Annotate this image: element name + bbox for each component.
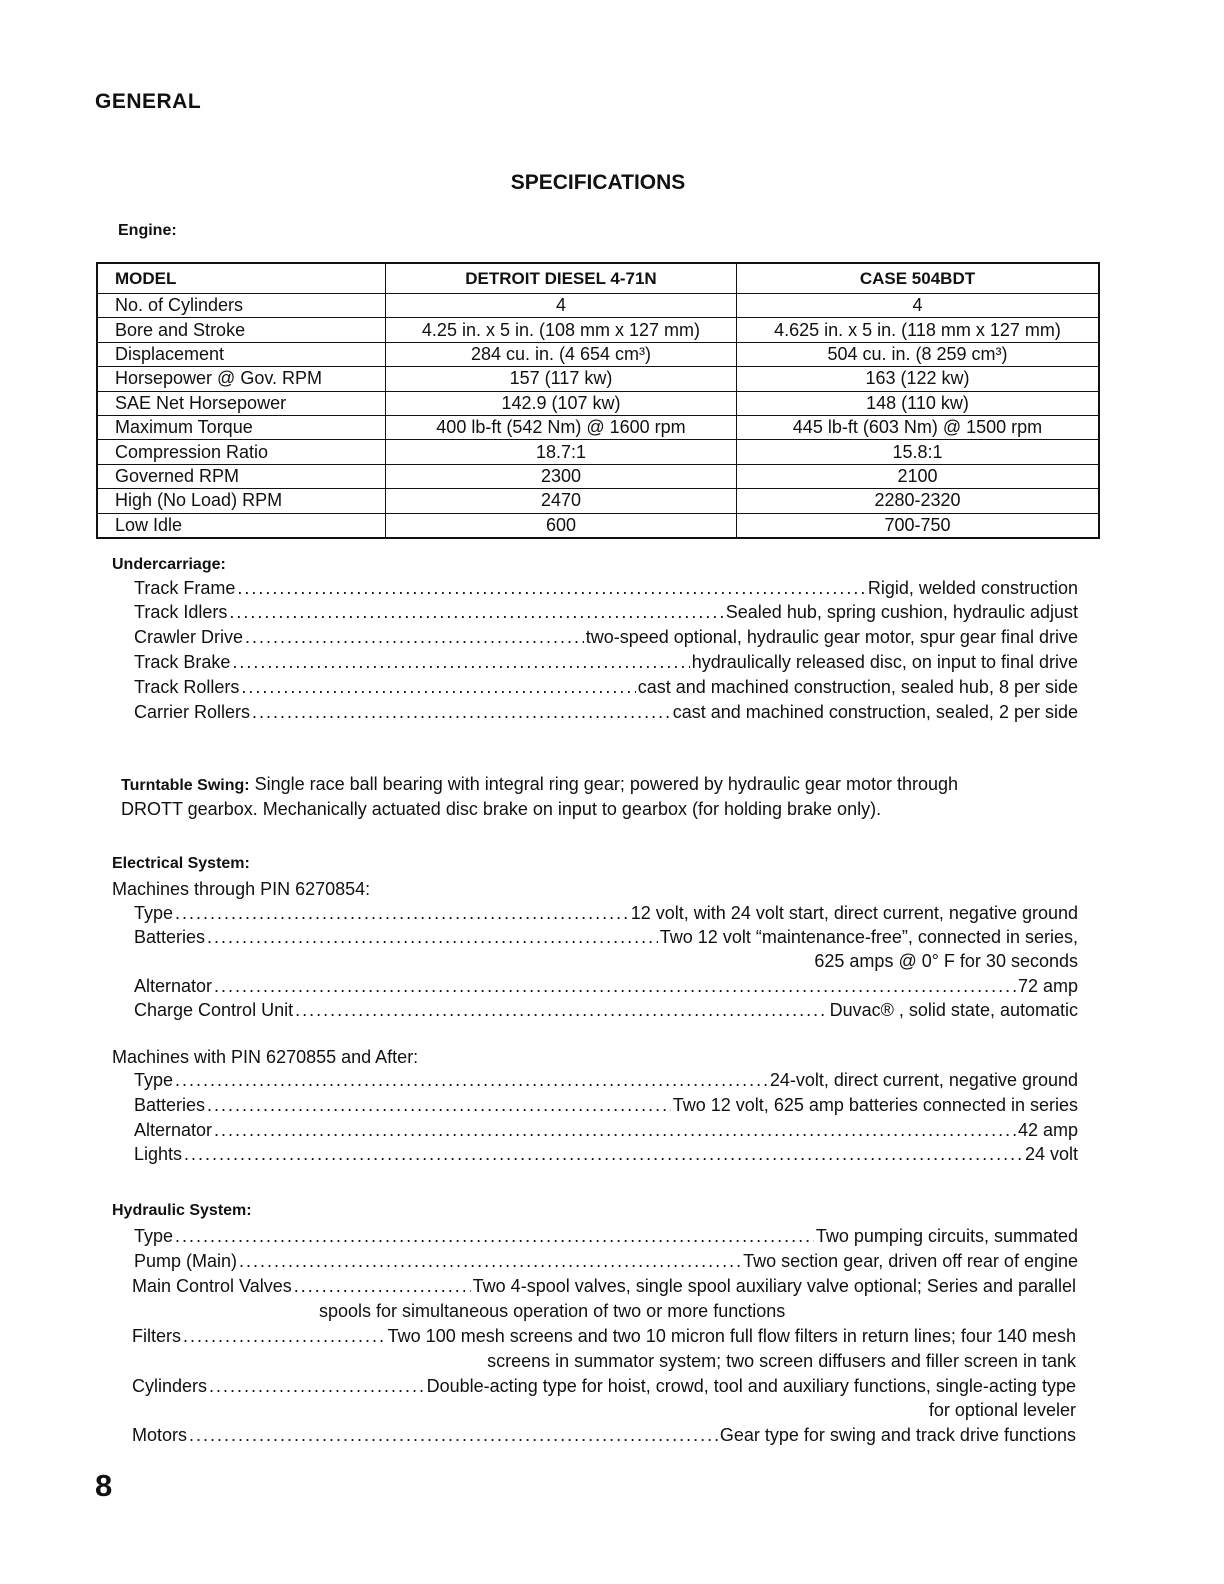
table-row — [97, 440, 1099, 464]
turntable-heading: Turntable Swing: — [121, 777, 250, 794]
electrical-spec-row — [134, 998, 1078, 1022]
spec-term: Main Control Valves — [132, 1276, 292, 1296]
hydraulic-spec-row — [132, 1274, 1076, 1298]
spec-term: Cylinders — [132, 1376, 208, 1396]
undercarriage-spec-row — [134, 576, 1078, 600]
table-row — [97, 489, 1099, 513]
table-row — [97, 367, 1099, 391]
spec-term: Track Rollers — [134, 677, 240, 697]
spec-name: Displacement — [97, 342, 386, 366]
engine-heading: Engine: — [118, 222, 177, 239]
spec-name: Low Idle — [97, 513, 386, 538]
detroit-value: 142.9 (107 kw) — [386, 391, 737, 415]
electrical-group-heading: Machines with PIN 6270855 and After: — [112, 1047, 419, 1067]
spec-value: Sealed hub, spring cushion, hydraulic adjust — [725, 602, 1078, 622]
detroit-value: 157 (117 kw) — [386, 367, 737, 391]
detroit-value: 4 — [386, 294, 737, 318]
spec-name: Governed RPM — [97, 464, 386, 488]
spec-value-continuation: 625 amps @ 0° F for 30 seconds — [814, 951, 1078, 971]
spec-value: Gear type for swing and track drive functions — [719, 1425, 1076, 1445]
case-value: 445 lb-ft (603 Nm) @ 1500 rpm — [736, 415, 1099, 439]
column-header-case: CASE 504BDT — [736, 263, 1099, 294]
dot-leader — [175, 1224, 814, 1248]
detroit-value: 2300 — [386, 464, 737, 488]
spec-value: 72 amp — [1017, 976, 1078, 996]
case-value: 4.625 in. x 5 in. (118 mm x 127 mm) — [736, 318, 1099, 342]
spec-value: 42 amp — [1017, 1120, 1078, 1140]
spec-term: Batteries — [134, 927, 206, 947]
hydraulic-spec-row — [134, 1249, 1078, 1273]
dot-leader — [295, 998, 828, 1022]
engine-spec-table — [96, 262, 1100, 539]
spec-value: cast and machined construction, sealed hub, 8 per side — [637, 677, 1078, 697]
undercarriage-spec-row — [134, 600, 1078, 624]
detroit-value: 400 lb-ft (542 Nm) @ 1600 rpm — [386, 415, 737, 439]
page-title: SPECIFICATIONS — [510, 171, 686, 194]
dot-leader — [245, 625, 584, 649]
spec-value: Duvac® , solid state, automatic — [829, 1000, 1078, 1020]
hydraulic-spec-row — [132, 1423, 1076, 1447]
spec-term: Filters — [132, 1326, 181, 1346]
dot-leader — [237, 576, 866, 600]
table-row — [97, 513, 1099, 538]
spec-value: Rigid, welded construction — [867, 578, 1078, 598]
dot-leader — [189, 1423, 718, 1447]
spec-term: Alternator — [134, 976, 213, 996]
dot-leader — [229, 600, 723, 624]
spec-term: Alternator — [134, 1120, 213, 1140]
spec-value-continuation: screens in summator system; two screen diffusers and filler screen in tank — [487, 1351, 1076, 1371]
spec-value: Double-acting type for hoist, crowd, tool and auxiliary functions, single-acting type — [426, 1376, 1076, 1396]
spec-term: Type — [134, 1070, 174, 1090]
detroit-value: 4.25 in. x 5 in. (108 mm x 127 mm) — [386, 318, 737, 342]
dot-leader — [184, 1142, 1023, 1166]
spec-value: Two 12 volt “maintenance-free”, connected in series, — [659, 927, 1078, 947]
undercarriage-spec-row — [134, 625, 1078, 649]
dot-leader — [183, 1324, 386, 1348]
spec-value: 24-volt, direct current, negative ground — [769, 1070, 1078, 1090]
spec-value: hydraulically released disc, on input to final drive — [691, 652, 1078, 672]
table-header-row — [97, 263, 1099, 294]
electrical-spec-row — [134, 974, 1078, 998]
spec-term: Track Idlers — [134, 602, 228, 622]
turntable-text: Single race ball bearing with integral ring gear; powered by hydraulic gear motor through — [254, 774, 959, 794]
dot-leader — [241, 675, 635, 699]
detroit-value: 18.7:1 — [386, 440, 737, 464]
spec-name: Maximum Torque — [97, 415, 386, 439]
dot-leader — [175, 901, 629, 925]
spec-value: Two 4-spool valves, single spool auxiliary valve optional; Series and parallel — [472, 1276, 1076, 1296]
table-row — [97, 464, 1099, 488]
spec-value: cast and machined construction, sealed, 2 per side — [672, 702, 1078, 722]
case-value: 148 (110 kw) — [736, 391, 1099, 415]
electrical-group-heading: Machines through PIN 6270854: — [112, 879, 371, 899]
hydraulic-heading: Hydraulic System: — [112, 1202, 252, 1219]
spec-value-continuation: spools for simultaneous operation of two or more functions — [319, 1301, 786, 1321]
section-label: GENERAL — [95, 90, 202, 113]
column-header-model: MODEL — [97, 263, 386, 294]
table-row — [97, 391, 1099, 415]
spec-term: Type — [134, 1226, 174, 1246]
hydraulic-spec-row — [132, 1324, 1076, 1348]
electrical-spec-row — [134, 1142, 1078, 1166]
detroit-value: 600 — [386, 513, 737, 538]
spec-value: 12 volt, with 24 volt start, direct current, negative ground — [630, 903, 1078, 923]
case-value: 700-750 — [736, 513, 1099, 538]
page-number: 8 — [95, 1468, 113, 1503]
spec-term: Carrier Rollers — [134, 702, 251, 722]
spec-term: Motors — [132, 1425, 188, 1445]
dot-leader — [294, 1274, 471, 1298]
spec-term: Type — [134, 903, 174, 923]
undercarriage-spec-row — [134, 700, 1078, 724]
electrical-spec-row — [134, 901, 1078, 925]
turntable-paragraph-line: DROTT gearbox. Mechanically actuated disc brake on input to gearbox (for holding brake only). — [121, 799, 882, 819]
table-row — [97, 294, 1099, 318]
detroit-value: 284 cu. in. (4 654 cm³) — [386, 342, 737, 366]
dot-leader — [232, 650, 689, 674]
spec-name: No. of Cylinders — [97, 294, 386, 318]
dot-leader — [252, 700, 671, 724]
dot-leader — [207, 1093, 671, 1117]
dot-leader — [175, 1068, 768, 1092]
electrical-spec-row — [134, 1068, 1078, 1092]
spec-value: Two pumping circuits, summated — [815, 1226, 1078, 1246]
undercarriage-spec-row — [134, 675, 1078, 699]
electrical-heading: Electrical System: — [112, 855, 250, 872]
case-value: 504 cu. in. (8 259 cm³) — [736, 342, 1099, 366]
dot-leader — [214, 1118, 1016, 1142]
spec-value: Two section gear, driven off rear of engine — [743, 1251, 1078, 1271]
spec-value: Two 100 mesh screens and two 10 micron full flow filters in return lines; four 140 mesh — [387, 1326, 1076, 1346]
case-value: 15.8:1 — [736, 440, 1099, 464]
spec-term: Crawler Drive — [134, 627, 244, 647]
spec-value: 24 volt — [1024, 1144, 1078, 1164]
spec-name: High (No Load) RPM — [97, 489, 386, 513]
table-row — [97, 342, 1099, 366]
case-value: 2100 — [736, 464, 1099, 488]
turntable-paragraph-line — [121, 772, 958, 798]
spec-value: two-speed optional, hydraulic gear motor, spur gear final drive — [585, 627, 1078, 647]
dot-leader — [209, 1374, 425, 1398]
case-value: 4 — [736, 294, 1099, 318]
spec-term: Batteries — [134, 1095, 206, 1115]
case-value: 2280-2320 — [736, 489, 1099, 513]
case-value: 163 (122 kw) — [736, 367, 1099, 391]
electrical-spec-row — [134, 925, 1078, 949]
spec-name: Compression Ratio — [97, 440, 386, 464]
column-header-detroit: DETROIT DIESEL 4-71N — [386, 263, 737, 294]
spec-value: Two 12 volt, 625 amp batteries connected in series — [672, 1095, 1078, 1115]
electrical-spec-row — [134, 1118, 1078, 1142]
detroit-value: 2470 — [386, 489, 737, 513]
undercarriage-heading: Undercarriage: — [112, 556, 226, 573]
undercarriage-spec-row — [134, 650, 1078, 674]
spec-term: Lights — [134, 1144, 183, 1164]
table-row — [97, 318, 1099, 342]
spec-name: SAE Net Horsepower — [97, 391, 386, 415]
hydraulic-spec-row — [134, 1224, 1078, 1248]
dot-leader — [207, 925, 658, 949]
dot-leader — [239, 1249, 741, 1273]
spec-value-continuation: for optional leveler — [928, 1400, 1076, 1420]
spec-term: Pump (Main) — [134, 1251, 238, 1271]
spec-term: Charge Control Unit — [134, 1000, 294, 1020]
spec-name: Bore and Stroke — [97, 318, 386, 342]
spec-term: Track Brake — [134, 652, 231, 672]
electrical-spec-row — [134, 1093, 1078, 1117]
dot-leader — [214, 974, 1016, 998]
table-row — [97, 415, 1099, 439]
spec-name: Horsepower @ Gov. RPM — [97, 367, 386, 391]
spec-term: Track Frame — [134, 578, 236, 598]
hydraulic-spec-row — [132, 1374, 1076, 1398]
